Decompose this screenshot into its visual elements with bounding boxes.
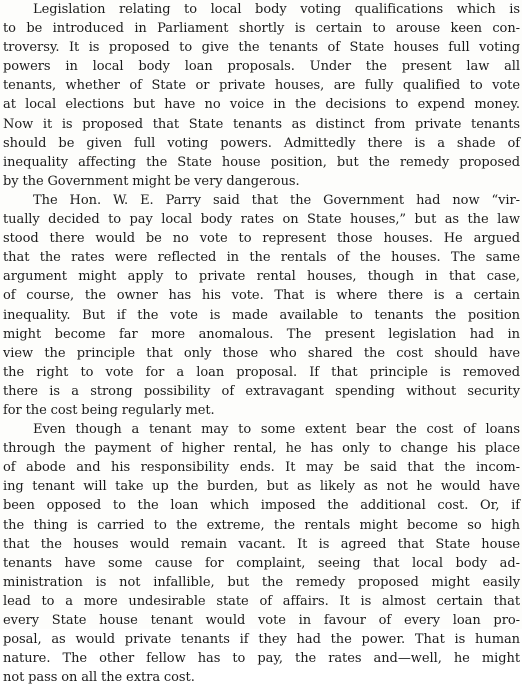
text-line: every State house tenant would vote in favour of every loan pro- bbox=[3, 613, 520, 628]
text-line: ing tenant will take up the burden, but as likely as not he would have bbox=[3, 479, 520, 495]
article-body bbox=[3, 0, 520, 687]
paragraph bbox=[3, 191, 520, 420]
text-line: through the payment of higher rental, he has only to change his place bbox=[3, 441, 520, 457]
paragraph bbox=[3, 420, 520, 687]
paragraph bbox=[3, 0, 520, 191]
text-line: of abode and his responsibility ends. It may be said that the incom- bbox=[3, 460, 520, 476]
text-line: might become far more anomalous. The present legislation had in bbox=[3, 326, 520, 342]
text-line: inequality. But if the vote is made available to tenants the position bbox=[3, 307, 520, 323]
text-line: should be given full voting powers. Admittedly there is a shade of bbox=[3, 135, 520, 151]
text-line: that the rates were reflected in the rentals of the houses. The same bbox=[3, 250, 520, 266]
text-line: inequality affecting the State house position, but the remedy proposed bbox=[3, 154, 520, 170]
text-line: nature. The other fellow has to pay, the rates and—well, he might bbox=[3, 651, 520, 667]
text-line: at local elections but have no voice in the decisions to expend money. bbox=[3, 97, 520, 113]
text-line: not pass on all the extra cost. bbox=[3, 670, 195, 686]
text-line: argument might apply to private rental houses, though in that case, bbox=[3, 269, 520, 285]
text-line: lead to a more undesirable state of affairs. It is almost certain that bbox=[3, 593, 520, 609]
text-line: the thing is carried to the extreme, the rentals might become so high bbox=[3, 517, 520, 533]
text-line: tually decided to pay local body rates on State houses,” but as the law bbox=[3, 212, 520, 228]
text-line: tenants, whether of State or private houses, are fully qualified to vote bbox=[3, 78, 520, 94]
text-line: of course, the owner has his vote. That is where there is a certain bbox=[3, 288, 520, 304]
text-line: that the houses would remain vacant. It is agreed that State house bbox=[3, 536, 520, 552]
text-line: Now it is proposed that State tenants as distinct from private tenants bbox=[3, 116, 520, 132]
text-line: there is a strong possibility of extravagant spending without security bbox=[3, 383, 520, 399]
text-line: troversy. It is proposed to give the tenants of State houses full voting bbox=[3, 40, 520, 56]
text-line: ministration is not infallible, but the remedy proposed might easily bbox=[3, 574, 520, 590]
text-line: to be introduced in Parliament shortly is certain to arouse keen con- bbox=[3, 21, 520, 37]
text-line: posal, as would private tenants if they had the power. That is human bbox=[3, 632, 520, 648]
text-line: The Hon. W. E. Parry said that the Government had now “vir- bbox=[33, 192, 520, 208]
text-line: stood there would be no vote to represent those houses. He argued bbox=[3, 231, 520, 247]
text-line: powers in local body loan proposals. Under the present law all bbox=[3, 59, 520, 75]
text-line: the right to vote for a loan proposal. If that principle is removed bbox=[3, 364, 520, 380]
text-line: by the Government might be very dangerous. bbox=[3, 173, 300, 189]
text-line: tenants have some cause for complaint, seeing that local body ad- bbox=[3, 555, 520, 571]
text-line: Even though a tenant may to some extent bear the cost of loans bbox=[33, 422, 520, 438]
text-line: for the cost being regularly met. bbox=[3, 402, 215, 418]
text-line: been opposed to the loan which imposed the additional cost. Or, if bbox=[3, 498, 520, 514]
text-line: Legislation relating to local body voting qualifications which is bbox=[33, 2, 520, 17]
text-line: view the principle that only those who shared the cost should have bbox=[3, 345, 520, 361]
